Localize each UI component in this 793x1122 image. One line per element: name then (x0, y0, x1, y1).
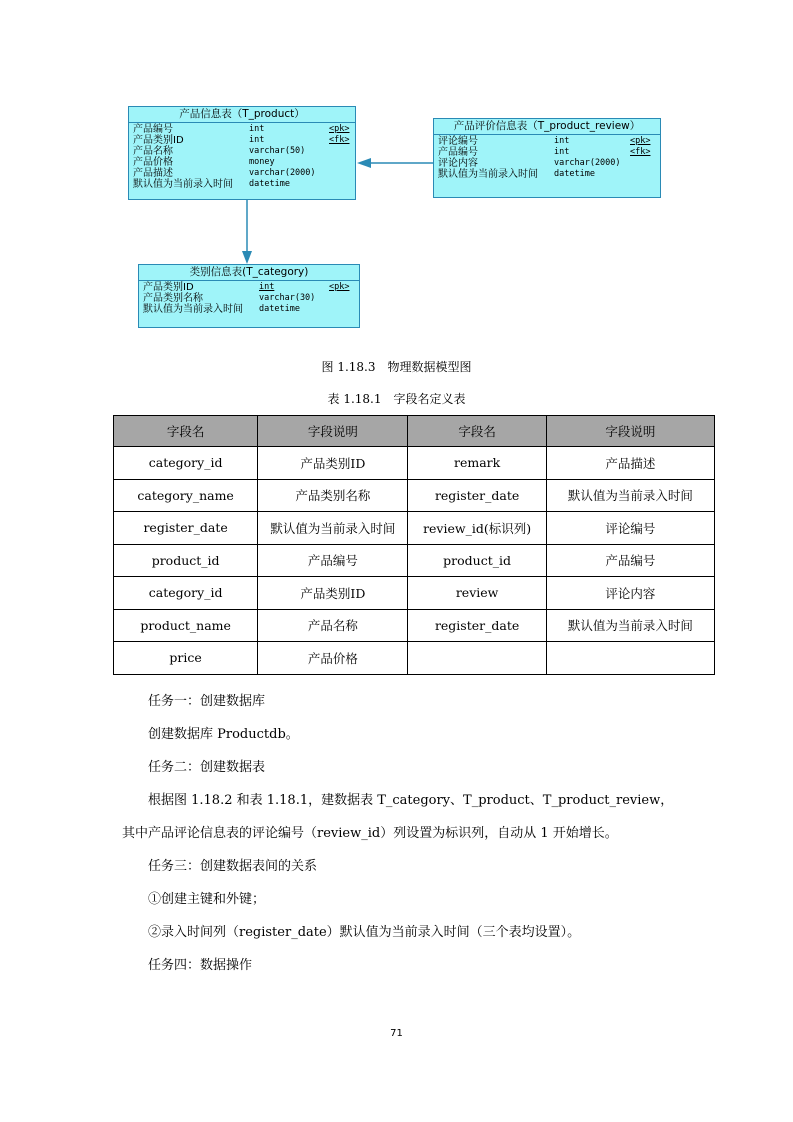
table-cell: review_id(标识列) (408, 512, 546, 545)
table-cell: price (114, 642, 258, 675)
table-header-row (114, 416, 715, 447)
table-cell: 产品编号 (258, 544, 408, 577)
field-name: 产品描述 (133, 168, 173, 179)
table-row (114, 544, 715, 577)
field-type: datetime (259, 304, 300, 314)
field-name: 产品名称 (133, 146, 173, 157)
entity-title: 类别信息表(T_category) (139, 265, 359, 281)
table-cell: category_name (114, 479, 258, 512)
field-name: 评论内容 (438, 158, 478, 169)
table-row (114, 512, 715, 545)
body-text: 其中产品评论信息表的评论编号（review_id）列设置为标识列，自动从 1 开始增长。 (122, 826, 618, 841)
table-cell: 产品描述 (546, 447, 714, 480)
task-heading: 任务二：创建数据表 (148, 760, 266, 775)
page-number: 71 (390, 1028, 403, 1039)
column-header: 字段说明 (546, 416, 714, 447)
field-name: 产品价格 (133, 157, 173, 168)
task-heading: 任务三：创建数据表间的关系 (148, 859, 318, 874)
column-header: 字段名 (114, 416, 258, 447)
field-type: datetime (554, 169, 595, 179)
table-cell: 产品类别名称 (258, 479, 408, 512)
figure-caption: 图 1.18.3 物理数据模型图 (321, 360, 472, 374)
table-cell: register_date (408, 609, 546, 642)
field-type: int (259, 282, 275, 292)
field-type: varchar(30) (259, 293, 316, 303)
list-item: ①创建主键和外键； (148, 892, 266, 907)
field-name: 产品编号 (133, 124, 173, 135)
field-type: int (249, 135, 265, 145)
field-type: int (554, 136, 570, 146)
task-heading: 任务一：创建数据库 (148, 694, 266, 709)
field-type: varchar(50) (249, 146, 306, 156)
table-cell: register_date (114, 512, 258, 545)
field-name: 默认值为当前录入时间 (438, 169, 538, 180)
body-text: 创建数据库 Productdb。 (148, 727, 299, 742)
field-key: <pk> (630, 136, 651, 146)
table-cell: register_date (408, 479, 546, 512)
table-caption: 表 1.18.1 字段名定义表 (327, 392, 466, 406)
table-cell: 产品编号 (546, 544, 714, 577)
field-definition-table (113, 415, 715, 675)
table-cell: product_id (408, 544, 546, 577)
list-item: ②录入时间列（register_date）默认值为当前录入时间（三个表均设置）。 (148, 925, 581, 940)
field-key: <pk> (329, 282, 350, 292)
table-cell (546, 642, 714, 675)
field-name: 产品类别名称 (143, 293, 203, 304)
table-row (114, 447, 715, 480)
table-row (114, 609, 715, 642)
table-row (114, 479, 715, 512)
task-heading: 任务四：数据操作 (148, 958, 253, 973)
table-cell: 默认值为当前录入时间 (546, 479, 714, 512)
table-cell: 默认值为当前录入时间 (546, 609, 714, 642)
table-cell: 默认值为当前录入时间 (258, 512, 408, 545)
arrowhead-icon (357, 158, 371, 168)
field-type: int (249, 124, 265, 134)
field-name: 产品编号 (438, 147, 478, 158)
field-name: 产品类别ID (143, 282, 194, 293)
field-name: 默认值为当前录入时间 (133, 179, 233, 190)
table-cell: product_id (114, 544, 258, 577)
field-key: <fk> (329, 135, 350, 145)
table-row (114, 577, 715, 610)
table-cell: 产品类别ID (258, 577, 408, 610)
entity-title: 产品评价信息表（T_product_review） (434, 119, 660, 135)
field-type: varchar(2000) (249, 168, 316, 178)
field-key: <pk> (329, 124, 350, 134)
field-name: 评论编号 (438, 136, 478, 147)
table-cell: review (408, 577, 546, 610)
field-type: datetime (249, 179, 290, 189)
table-cell: 产品类别ID (258, 447, 408, 480)
table-cell: product_name (114, 609, 258, 642)
table-cell: remark (408, 447, 546, 480)
field-type: money (249, 157, 275, 167)
body-text: 根据图 1.18.2 和表 1.18.1，建数据表 T_category、T_product、T_product_review， (148, 793, 674, 808)
table-row (114, 642, 715, 675)
table-cell: category_id (114, 577, 258, 610)
table-cell: category_id (114, 447, 258, 480)
column-header: 字段说明 (258, 416, 408, 447)
field-name: 默认值为当前录入时间 (143, 304, 243, 315)
arrowhead-icon (242, 251, 252, 264)
table-cell (408, 642, 546, 675)
table-cell: 评论编号 (546, 512, 714, 545)
field-type: int (554, 147, 570, 157)
field-key: <fk> (630, 147, 651, 157)
column-header: 字段名 (408, 416, 546, 447)
field-type: varchar(2000) (554, 158, 621, 168)
table-cell: 评论内容 (546, 577, 714, 610)
table-cell: 产品名称 (258, 609, 408, 642)
table-cell: 产品价格 (258, 642, 408, 675)
entity-title: 产品信息表（T_product） (129, 107, 355, 123)
field-name: 产品类别ID (133, 135, 184, 146)
relationship-links (0, 0, 793, 340)
